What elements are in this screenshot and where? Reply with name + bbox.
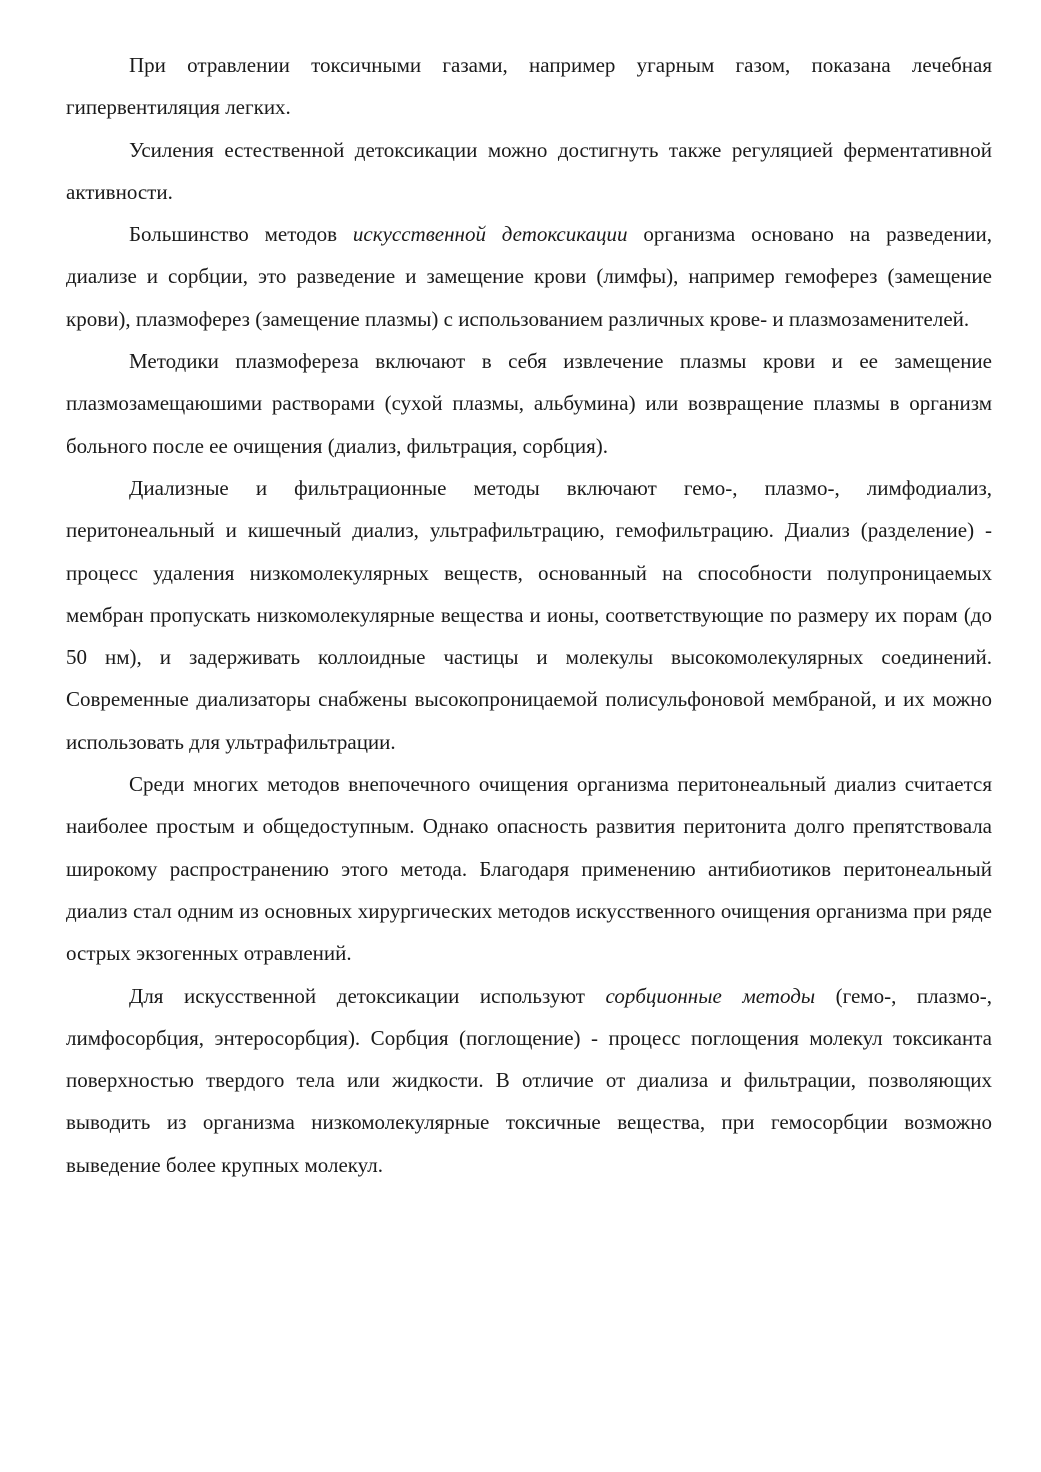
paragraph-text: При отравлении токсичными газами, например угарным газом, показана лечебная гипервентиляция легких. (66, 53, 992, 120)
paragraph-4 (66, 340, 992, 467)
paragraph-2 (66, 129, 992, 214)
paragraph-text: Усиления естественной детоксикации можно достигнуть также регуляцией ферментативной активности. (66, 137, 992, 204)
paragraph-7 (66, 975, 992, 1186)
italic-term: искусственной детоксикации (352, 222, 628, 247)
paragraph-text: Диализные и фильтрационные методы включают гемо-, плазмо-, лимфодиализ, перитонеальный и кишечный диализ, ультрафильтрацию, гемофильтрацию. Диализ (разделение) - процесс удаления низкомолекулярных веществ, основанный на способности полупроницаемых мембран пропускать низкомолекулярные вещества и ионы, соответствующие по размеру их порам (до 50 нм), и задерживать коллоидные частицы и молекулы высокомолекулярных соединений. Современные диализаторы снабжены высокопроницаемой полисульфоновой мембраной, и их можно использовать для ультрафильтрации. (66, 475, 992, 754)
paragraph-5 (66, 467, 992, 763)
italic-term: сорбционные методы (605, 983, 816, 1008)
paragraph-text: Большинство методов (129, 222, 353, 247)
paragraph-text: Методики плазмофереза включают в себя извлечение плазмы крови и ее замещение плазмозамещаюшими растворами (сухой плазмы, альбумина) или возвращение плазмы в организм больного после ее очищения (диализ, фильтрация, сорбция). (66, 349, 992, 458)
paragraph-6 (66, 763, 992, 974)
paragraph-3 (66, 213, 992, 340)
document-page (66, 44, 992, 1186)
paragraph-1 (66, 44, 992, 129)
paragraph-text: Среди многих методов внепочечного очищения организма перитонеальный диализ считается наиболее простым и общедоступным. Однако опасность развития перитонита долго препятствовала широкому распространению этого метода. Благодаря применению антибиотиков перитонеальный диализ стал одним из основных хирургических методов искусственного очищения организма при ряде острых экзогенных отравлений. (66, 772, 992, 966)
paragraph-text: организма основано на разведении, диализе и сорбции, это разведение и замещение крови (лимфы), например гемоферез (замещение крови), плазмоферез (замещение плазмы) с использованием различных крове- и плазмозаменителей. (66, 222, 992, 331)
paragraph-text: (гемо-, плазмо-, лимфосорбция, энтеросорбция). Сорбция (поглощение) - процесс поглощения молекул токсиканта поверхностью твердого тела или жидкости. В отличие от диализа и фильтрации, позволяющих выводить из организма низкомолекулярные токсичные вещества, при гемосорбции возможно выведение более крупных молекул. (66, 983, 992, 1177)
paragraph-text: Для искусственной детоксикации используют (129, 983, 606, 1008)
